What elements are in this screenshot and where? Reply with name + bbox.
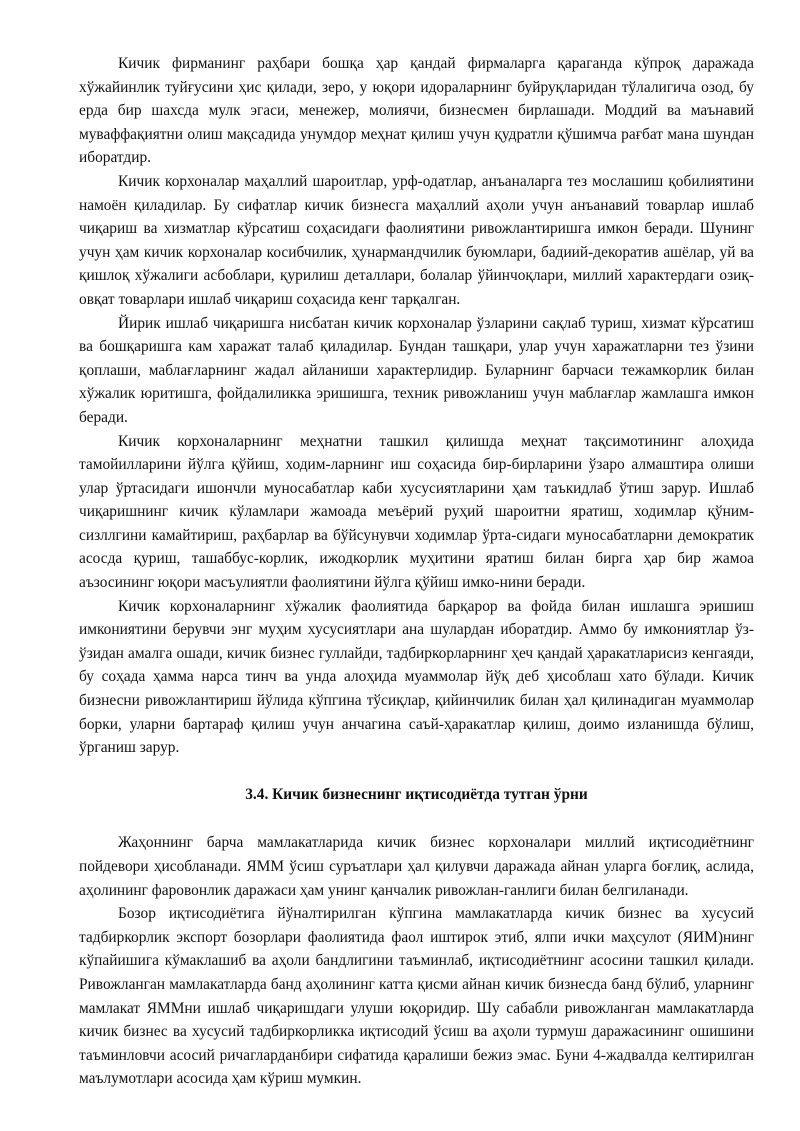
- paragraph: Кичик корхоналарнинг меҳнатни ташкил қилишда меҳнат тақсимотининг алоҳида тамойилларини йўлга қўйиш, ходим-ларнинг иш соҳасида бир-бирларини ўзаро алмаштира олиши улар ўртасидаги ишончли муносабатлар каби хусусиятларини ҳам таъкидлаб ўтиш зарур. Ишлаб чиқаришнинг кичик кўламлари жамоада меъёрий руҳий шароитни яратиш, ходимлар қўним-сизллгини камайтириш, раҳбарлар ва бўйсунувчи ходимлар ўрта-сидаги муносабатларни демократик асосда қуриш, ташаббус-корлик, ижодкорлик муҳитини яратиш билан бирга ҳар бир жамоа аъзосининг юқори масъулиятли фаолиятини йўлга қўйиш имко-нини беради.: [79, 432, 754, 592]
- paragraph: Йирик ишлаб чиқаришга нисбатан кичик корхоналар ўзларини сақлаб туриш, хизмат кўрсатиш ва бошқаришга кам харажат талаб қиладилар. Бундан ташқари, улар учун харажатларни тез ўзини қоплаши, маблағларнинг жадал айланиши характерлидир. Буларнинг барчаси тежамкорлик билан хўжалик юритишга, фойдалиликка эришишга, техник ривожланиш учун маблағлар жамлашга имкон беради.: [79, 314, 754, 426]
- section-heading: 3.4. Кичик бизнеснинг иқтисодиётда тутган ўрни: [245, 785, 588, 803]
- paragraph: Бозор иқтисодиётига йўналтирилган кўпгина мамлакатларда кичик бизнес ва хусусий тадбиркорлик экспорт бозорлари фаолиятида фаол иштирок этиб, ялпи ички маҳсулот (ЯИМ)нинг кўпайишига кўмаклашиб ва аҳоли бандлигини таъминлаб, иқтисодиётнинг асосини ташкил қилади. Ривожланган мамлакатларда банд аҳолининг катта қисми айнан кичик бизнесда банд бўлиб, уларнинг мамлакат ЯММни ишлаб чиқаришдаги улуши юқоридир. Шу сабабли ривожланган мамлакатларда кичик бизнес ва хусусий тадбиркорликка иқтисодий ўсиш ва аҳоли турмуш даражасининг ошишини таъминловчи асосий ричагларданбири сифатида қаралиши бежиз эмас. Буни 4-жадвалда келтирилган маълумотлари асосида ҳам кўриш мумкин.: [79, 905, 754, 1088]
- paragraph: Кичик фирманинг раҳбари бошқа ҳар қандай фирмаларга қараганда кўпроқ даражада хўжайинлик туйғусини ҳис қилади, зеро, у юқори идораларнинг буйруқларидан тўлалигича озод, бу ерда бир шахсда мулк эгаси, менежер, молиячи, бизнесмен бирлашади. Моддий ва маънавий муваффақиятни олиш мақсадида унумдор меҳнат қилиш учун қудратли қўшимча рағбат мана шундан иборатдир.: [79, 55, 754, 167]
- paragraph: Жаҳоннинг барча мамлакатларида кичик бизнес корхоналари миллий иқтисодиётнинг пойдевори ҳисобланади. ЯММ ўсиш суръатлари ҳал қилувчи даражада айнан уларга боғлиқ, аслида, аҳолининг фаровонлик даражаси ҳам унинг қанчалик ривожлан-ганлиги билан белгиланади.: [79, 834, 754, 899]
- document-page: [79, 52, 754, 1091]
- paragraph: Кичик корхоналарнинг хўжалик фаолиятида барқарор ва фойда билан ишлашга эришиш имкониятини берувчи энг муҳим хусусиятлари ана шулардан иборатдир. Аммо бу имкониятлар ўз-ўзидан амалга ошади, кичик бизнес гуллайди, тадбиркорларнинг ҳеч қандай ҳаракатларисиз кенгаяди, бу соҳада ҳамма нарса тинч ва унда алоҳида муаммолар йўқ деб ҳисоблаш хато бўлади. Кичик бизнесни ривожлантириш йўлида кўпгина тўсиқлар, қийинчилик билан ҳал қилинадиган муаммолар борки, уларни бартараф қилиш учун анчагина саъй-ҳаракатлар қилиш, доимо изланишда бўлиш, ўрганиш зарур.: [79, 597, 754, 757]
- paragraph: Кичик корхоналар маҳаллий шароитлар, урф-одатлар, анъаналарга тез мослашиш қобилиятини намоён қиладилар. Бу сифатлар кичик бизнесга маҳаллий аҳоли учун анъанавий товарлар ишлаб чиқариш ва хизматлар кўрсатиш соҳасидаги фаолиятини ривожлантиришга имкон беради. Шунинг учун ҳам кичик корхоналар косибчилик, ҳунармандчилик буюмлари, бадиий-декоратив ашёлар, уй ва қишлоқ хўжалиги асбоблари, қурилиш деталлари, болалар ўйинчоқлари, миллий характердаги озиқ-овқат товарлари ишлаб чиқариш соҳасида кенг тарқалган.: [79, 172, 754, 308]
